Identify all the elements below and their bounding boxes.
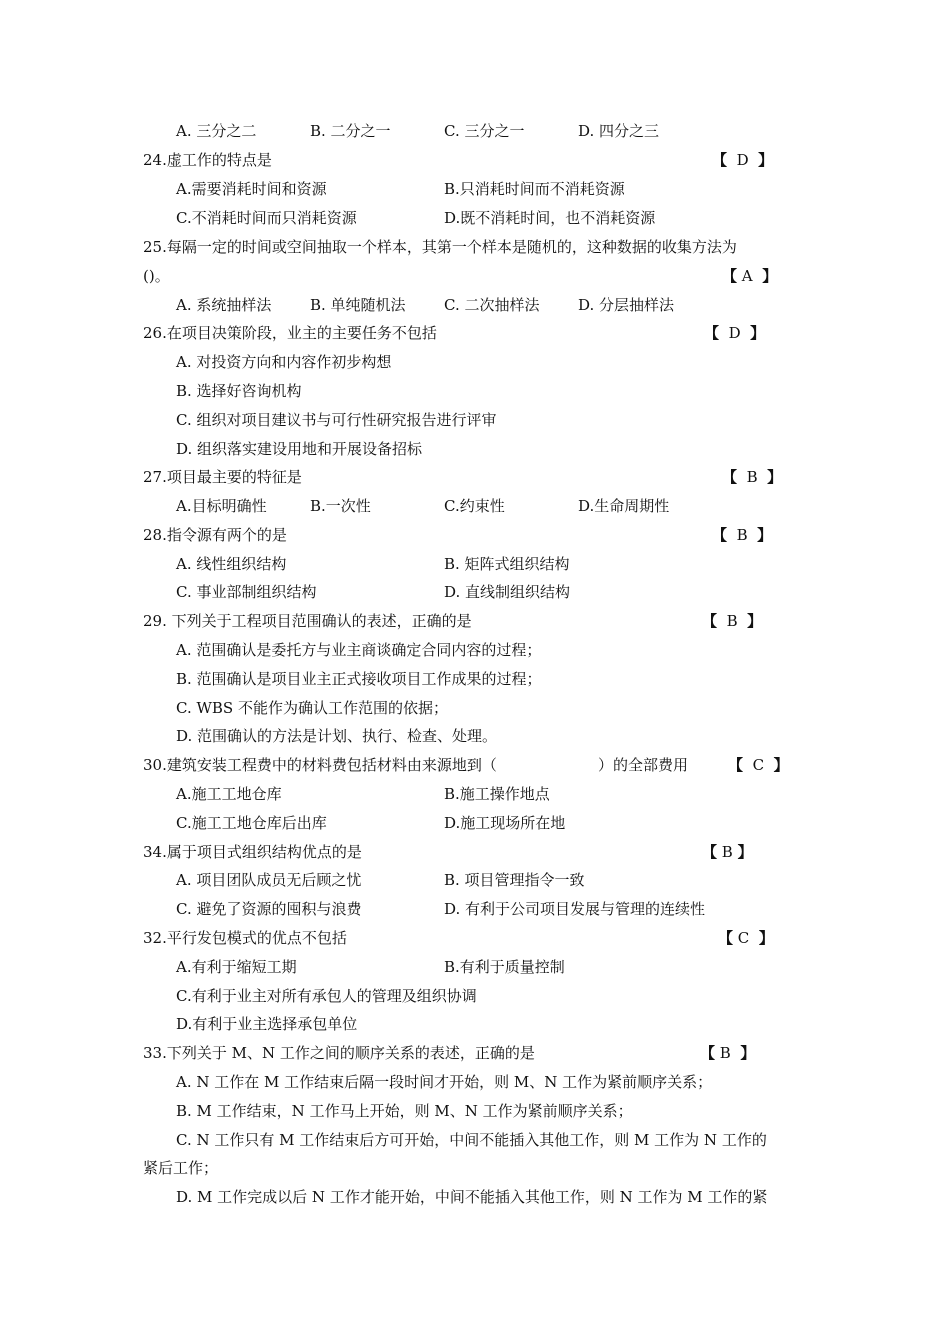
q33-answer: B — [719, 1044, 731, 1062]
q27-stem: 27.项目最主要的特征是 — [143, 468, 302, 486]
q25-stem-cont: ()。 — [143, 267, 170, 285]
q34-option-d: D. 有利于公司项目发展与管理的连续性 — [444, 900, 706, 918]
q34-option-a: A. 项目团队成员无后顾之忧 — [176, 871, 362, 889]
q26-answer: D — [728, 324, 741, 342]
q24-option-a: A.需要消耗时间和资源 — [176, 180, 327, 198]
q24-stem: 24.虚工作的特点是 — [143, 151, 272, 169]
q33-answer-bracket: 【 B 】 — [700, 1044, 756, 1062]
q28-option-c: C. 事业部制组织结构 — [176, 583, 317, 601]
q28-option-a: A. 线性组织结构 — [176, 555, 287, 573]
q30-answer: C — [752, 756, 765, 774]
q26-option-c: C. 组织对项目建议书与可行性研究报告进行评审 — [176, 411, 497, 429]
q27-option-a: A.目标明确性 — [176, 497, 267, 515]
q24-option-b: B.只消耗时间而不消耗资源 — [444, 180, 625, 198]
q25-answer: A — [741, 267, 753, 285]
q33-option-c-cont: 紧后工作； — [143, 1159, 219, 1177]
q33-option-c: C. N 工作只有 M 工作结束后方可开始，中间不能插入其他工作，则 M 工作为 N 工作的 — [176, 1131, 767, 1149]
q23-option-a: A. 三分之二 — [176, 122, 257, 140]
q25-option-b: B. 单纯随机法 — [310, 296, 406, 314]
q29-option-b: B. 范围确认是项目业主正式接收项目工作成果的过程； — [176, 670, 542, 688]
q28-option-d: D. 直线制组织结构 — [444, 583, 571, 601]
q25-option-d: D. 分层抽样法 — [578, 296, 675, 314]
q33-option-d: D. M 工作完成以后 N 工作才能开始，中间不能插入其他工作，则 N 工作为 M 工作的紧 — [176, 1188, 768, 1206]
q30-option-a: A.施工工地仓库 — [176, 785, 282, 803]
q24-option-c: C.不消耗时间而只消耗资源 — [176, 209, 357, 227]
q33-option-b: B. M 工作结束，N 工作马上开始，则 M、N 工作为紧前顺序关系； — [176, 1102, 633, 1120]
q29-stem: 29. 下列关于工程项目范围确认的表述，正确的是 — [143, 612, 472, 630]
q28-option-b: B. 矩阵式组织结构 — [444, 555, 570, 573]
q25-option-a: A. 系统抽样法 — [176, 296, 272, 314]
q30-option-b: B.施工操作地点 — [444, 785, 550, 803]
q32-option-d: D.有利于业主选择承包单位 — [176, 1015, 358, 1033]
q34-answer-bracket: 【 B 】 — [702, 843, 753, 861]
q29-option-d: D. 范围确认的方法是计划、执行、检查、处理。 — [176, 727, 498, 745]
q23-option-b: B. 二分之一 — [310, 122, 391, 140]
q27-option-b: B.一次性 — [310, 497, 371, 515]
q33-option-a: A. N 工作在 M 工作结束后隔一段时间才开始，则 M、N 工作为紧前顺序关系； — [176, 1073, 713, 1091]
q32-option-a: A.有利于缩短工期 — [176, 958, 297, 976]
q23-option-c: C. 三分之一 — [444, 122, 525, 140]
q30-option-d: D.施工现场所在地 — [444, 814, 566, 832]
q28-stem: 28.指令源有两个的是 — [143, 526, 287, 544]
q26-option-b: B. 选择好咨询机构 — [176, 382, 302, 400]
q26-answer-bracket: 【 D 】 — [704, 324, 766, 342]
q28-answer: B — [736, 526, 748, 544]
q27-option-c: C.约束性 — [444, 497, 505, 515]
q25-option-c: C. 二次抽样法 — [444, 296, 540, 314]
q29-answer: B — [726, 612, 738, 630]
q34-stem: 34.属于项目式组织结构优点的是 — [143, 843, 362, 861]
q30-answer-bracket: 【 C 】 — [728, 756, 789, 774]
q24-option-d: D.既不消耗时间，也不消耗资源 — [444, 209, 656, 227]
q30-stem: 30.建筑安装工程费中的材料费包括材料由来源地到（ — [143, 756, 497, 774]
q34-answer: B — [721, 843, 733, 861]
q26-stem: 26.在项目决策阶段，业主的主要任务不包括 — [143, 324, 437, 342]
q23-option-d: D. 四分之三 — [578, 122, 660, 140]
q26-option-a: A. 对投资方向和内容作初步构想 — [176, 353, 392, 371]
q27-answer: B — [746, 468, 758, 486]
q32-stem: 32.平行发包模式的优点不包括 — [143, 929, 347, 947]
q26-option-d: D. 组织落实建设用地和开展设备招标 — [176, 440, 423, 458]
q34-option-b: B. 项目管理指令一致 — [444, 871, 585, 889]
q28-answer-bracket: 【 B 】 — [712, 526, 773, 544]
q29-option-c: C. WBS 不能作为确认工作范围的依据； — [176, 699, 448, 717]
q32-option-b: B.有利于质量控制 — [444, 958, 565, 976]
q32-answer-bracket: 【 C 】 — [718, 929, 774, 947]
q25-stem: 25.每隔一定的时间或空间抽取一个样本，其第一个样本是随机的，这种数据的收集方法为 — [143, 238, 737, 256]
q30-option-c: C.施工工地仓库后出库 — [176, 814, 327, 832]
q27-answer-bracket: 【 B 】 — [722, 468, 783, 486]
q24-answer-bracket: 【 D 】 — [712, 151, 774, 169]
q25-answer-bracket: 【 A 】 — [722, 267, 778, 285]
q29-option-a: A. 范围确认是委托方与业主商谈确定合同内容的过程； — [176, 641, 542, 659]
q24-answer: D — [736, 151, 749, 169]
q32-answer: C — [737, 929, 750, 947]
q29-answer-bracket: 【 B 】 — [702, 612, 763, 630]
q27-option-d: D.生命周期性 — [578, 497, 670, 515]
q32-option-c: C.有利于业主对所有承包人的管理及组织协调 — [176, 987, 477, 1005]
q33-stem: 33.下列关于 M、N 工作之间的顺序关系的表述，正确的是 — [143, 1044, 535, 1062]
q30-stem-tail: ）的全部费用 — [598, 756, 689, 774]
q34-option-c: C. 避免了资源的囤积与浪费 — [176, 900, 362, 918]
